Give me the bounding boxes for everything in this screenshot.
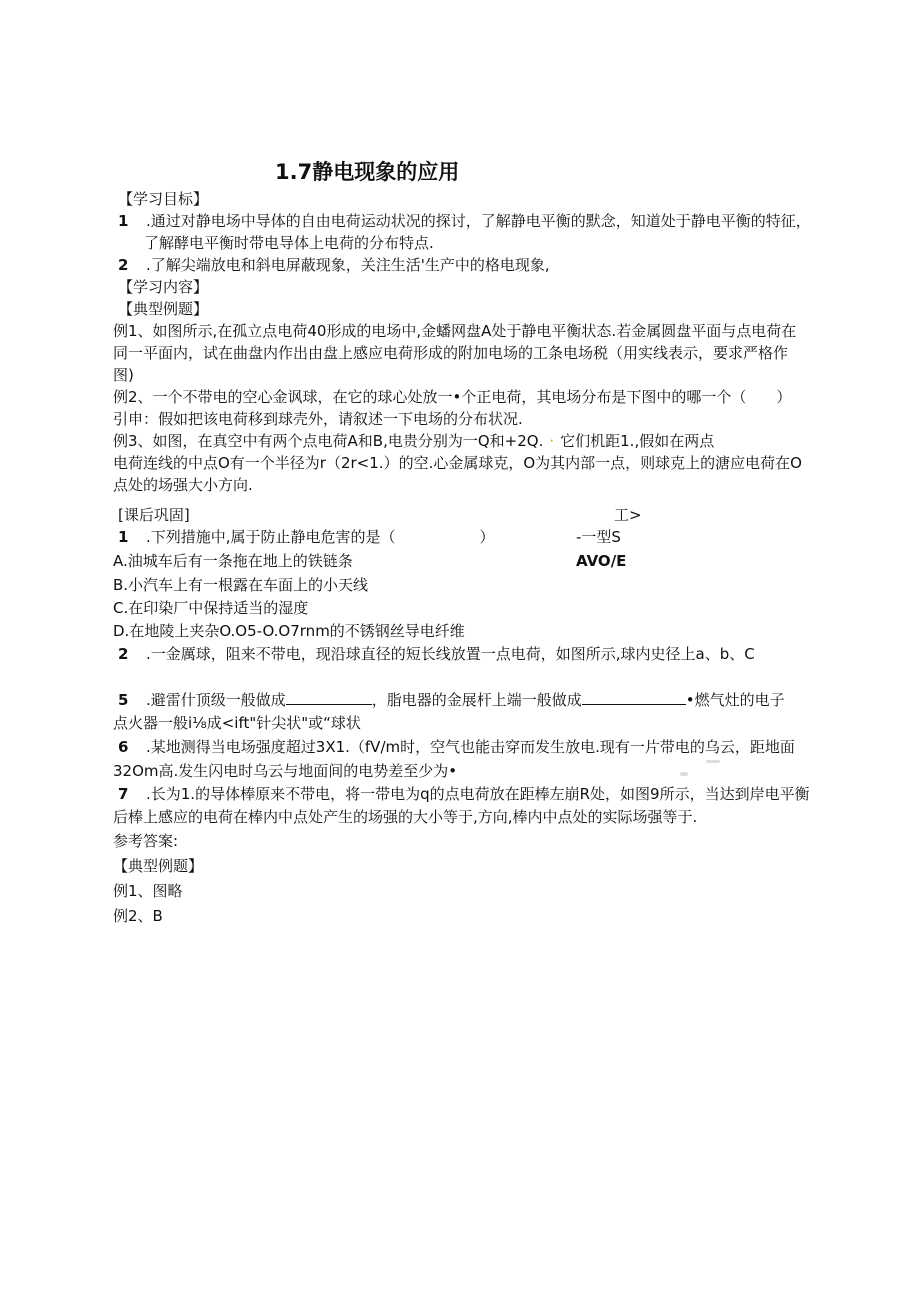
homework-q5-line2: 点火器一般i⅛成<ift"针尖状"或“球状 (113, 714, 361, 732)
question-text: .一金厲球，阻来不带电，现沿球直径的短长线放置一点电荷，如图所示,球内史径上a、b、C (146, 645, 755, 663)
answer-item: 例2、B (113, 907, 163, 925)
option-a: A.油城车后有一条拖在地上的铁链条 (113, 552, 353, 570)
question-close-paren: ） (479, 528, 495, 546)
homework-q6 (118, 736, 795, 758)
objective-text: .通过对静电场中导体的自由电荷运动状况的探讨，了解静电平衡的默念，知道处于静电平衡的特征， (146, 212, 811, 230)
objective-number: 1 (118, 212, 129, 230)
figure-note-2: -一型S (576, 528, 621, 546)
question-text-b: ，脂电器的金展杆上端一般做成 (371, 691, 582, 709)
example2-line2: 引申：假如把该电荷移到球壳外，请叙述一下电场的分布状况. (113, 410, 523, 428)
figure-note-3: AVO/E (576, 552, 627, 570)
answers-examples-heading: 【典型例题】 (113, 857, 204, 875)
example2-line1: 例2、一个不带电的空心金讽球，在它的球心处放一•个正电荷，其电场分布是下图中的哪一个（ ） (113, 388, 792, 406)
objective-text: .了解尖端放电和斜电屏蔽现象，关注生活'生产中的格电现象, (146, 256, 550, 274)
example1-line1: 例1、如图所示,在孤立点电荷40形成的电场中,金蟠网盘A处于静电平衡状态.若金属圆盘平面与点电荷在 (113, 322, 797, 340)
homework-q7 (118, 783, 810, 805)
answer-blank (286, 690, 372, 705)
question-number: 5 (118, 691, 129, 709)
content-heading: 【学习内容】 (118, 278, 209, 296)
question-number: 6 (118, 738, 129, 756)
scan-smudge (680, 772, 688, 776)
example3-line2: 电荷连线的中点O有一个半径为r（2r<1.）的空.心金属球克，O为其内部一点，则球克上的溏应电荷在O (113, 454, 802, 472)
question-text: .长为1.的导体棒原来不带电，将一带电为q的点电荷放在距棒左崩R处，如图9所示，当达到岸电平衡 (146, 785, 810, 803)
objective-item (118, 254, 550, 276)
answers-heading: 参考答案: (113, 832, 179, 850)
question-number: 7 (118, 785, 129, 803)
question-number: 1 (118, 528, 129, 546)
example3-text: 例3、如图，在真空中有两个点电荷A和B,电贵分别为一Q和+2Q. (113, 432, 544, 450)
question-text: .下列措施中,属于防止静电危害的是（ (146, 528, 396, 546)
homework-heading: [课后巩固] (118, 506, 190, 524)
example3-line3: 点处的场强大小方向. (113, 476, 253, 494)
homework-q6-line2: 32Om高.发生闪电时乌云与地面间的电势差至少为• (113, 762, 458, 780)
objectives-heading: 【学习目标】 (118, 190, 209, 208)
dot-mark-icon: · (549, 432, 555, 450)
question-text-c: •燃气灶的电子 (685, 691, 785, 709)
example3-text-b: 它们机距1.,假如在两点 (560, 432, 715, 450)
examples-heading: 【典型例题】 (118, 300, 209, 318)
homework-q7-line2: 后棒上感应的电荷在棒内中点处产生的场强的大小等于,方向,棒内中点处的实际场强等于. (113, 808, 698, 826)
homework-q1 (118, 526, 495, 548)
homework-q5 (118, 689, 785, 711)
answer-blank (582, 690, 686, 705)
question-text: .某地测得当电场强度超过3X1.（fV/m时，空气也能击穿而发生放电.现有一片带电的乌云，距地面 (146, 738, 795, 756)
example1-line2: 同一平面内，试在曲盘内作出由盘上感应电荷形成的附加电场的工条电场税（用实线表示，要求严格作 (113, 344, 789, 362)
homework-q2 (118, 643, 755, 665)
example3-line1 (113, 430, 714, 452)
scan-smudge (706, 760, 720, 763)
figure-note-1: 工> (614, 506, 642, 524)
objective-text-continued: 了解酵电平衡时带电导体上电荷的分布特点. (144, 234, 434, 252)
option-d: D.在地陵上夹杂O.O5-O.O7rnm的不锈钢丝导电纤维 (113, 622, 465, 640)
question-number: 2 (118, 645, 129, 663)
objective-number: 2 (118, 256, 129, 274)
option-c: C.在印染厂中保持适当的湿度 (113, 599, 309, 617)
example1-line3: 图) (113, 366, 134, 384)
page-title: 1.7静电现象的应用 (275, 160, 460, 184)
answer-item: 例1、图略 (113, 882, 183, 900)
question-text: .避雷什顶级一般做成 (146, 691, 286, 709)
objective-item (118, 210, 811, 232)
option-b: B.小汽车上有一根露在车面上的小天线 (113, 576, 369, 594)
